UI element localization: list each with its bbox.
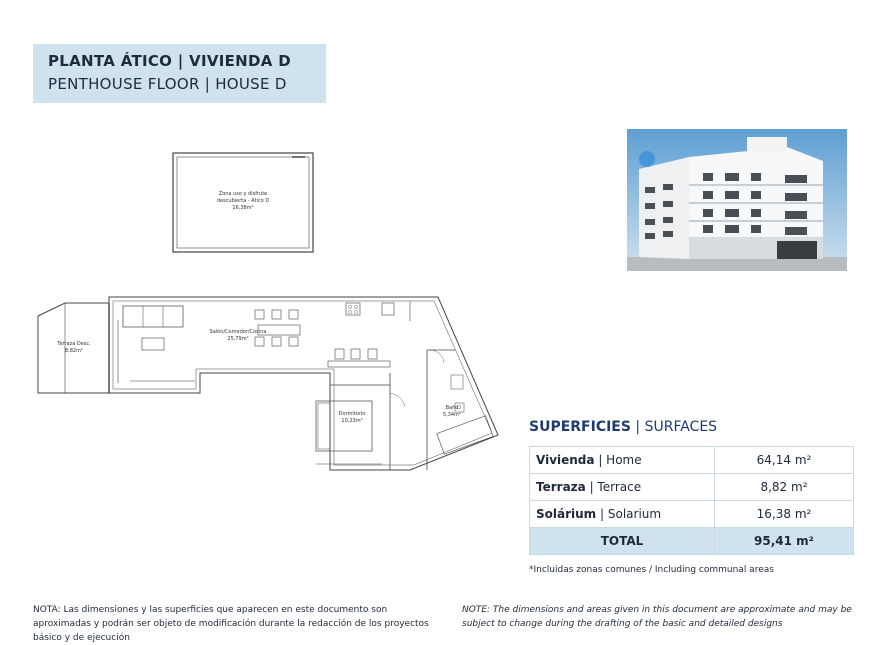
solarium-area: 16,38m² xyxy=(232,205,254,211)
row-label-en: Home xyxy=(606,453,642,467)
row-value: 64,14 m² xyxy=(715,447,854,474)
total-value: 95,41 m² xyxy=(715,528,854,555)
row-value: 8,82 m² xyxy=(715,474,854,501)
bedroom-area: 10,23m² xyxy=(341,418,363,424)
disclaimer-spanish: NOTA: Las dimensiones y las superficies que aparecen en este documento son aproximadas y podrán ser objeto de modificación durante la redacción de los proyectos básico y de ejecución xyxy=(33,605,429,643)
total-row xyxy=(530,528,854,555)
floor-plan xyxy=(30,145,510,490)
solarium-label-line1: Zona uso y disfrute xyxy=(218,191,268,197)
row-label-en: Solarium xyxy=(607,507,662,521)
title-box xyxy=(33,44,326,103)
row-label-es: Solárium xyxy=(536,507,597,521)
solarium-label-line2: descubierta - Ático D xyxy=(216,198,270,204)
row-label: Terraza | Terrace xyxy=(530,474,715,501)
row-label-es: Vivienda xyxy=(536,453,595,467)
building-photo xyxy=(627,129,847,271)
surfaces-title-separator: | xyxy=(630,419,645,435)
total-label: TOTAL xyxy=(530,528,715,555)
terrace-label: Terraza Desc. xyxy=(57,341,91,347)
dwelling-outline xyxy=(109,297,498,470)
disclaimer-english: NOTE: The dimensions and areas given in this document are approximate and may be subject to change during the drafting of the basic and detailed designs xyxy=(462,605,852,629)
bath-area: 5,34m² xyxy=(442,412,462,418)
row-label-es: Terraza xyxy=(536,480,586,494)
living-label: Salón/Comedor/Cocina xyxy=(209,329,267,335)
row-label: Solárium | Solarium xyxy=(530,501,715,528)
row-label-en: Terrace xyxy=(597,480,642,494)
surfaces-title xyxy=(529,419,717,435)
bedroom-label: Dormitorio xyxy=(338,411,366,417)
bath-label: Baño xyxy=(445,405,459,411)
row-label: Vivienda | Home xyxy=(530,447,715,474)
terrace-area: 8,82m² xyxy=(64,348,84,354)
title-spanish: PLANTA ÁTICO | VIVIENDA D xyxy=(48,52,291,70)
communal-areas-note: *Incluidas zonas comunes / Including communal areas xyxy=(529,565,774,575)
table-row xyxy=(530,447,854,474)
table-row xyxy=(530,474,854,501)
living-area: 25,79m² xyxy=(227,336,249,342)
surfaces-title-en: SURFACES xyxy=(644,419,718,435)
table-row xyxy=(530,501,854,528)
row-value: 16,38 m² xyxy=(715,501,854,528)
surfaces-title-es: SUPERFICIES xyxy=(529,419,631,435)
title-english: PENTHOUSE FLOOR | HOUSE D xyxy=(48,75,287,93)
surfaces-table xyxy=(529,446,854,555)
